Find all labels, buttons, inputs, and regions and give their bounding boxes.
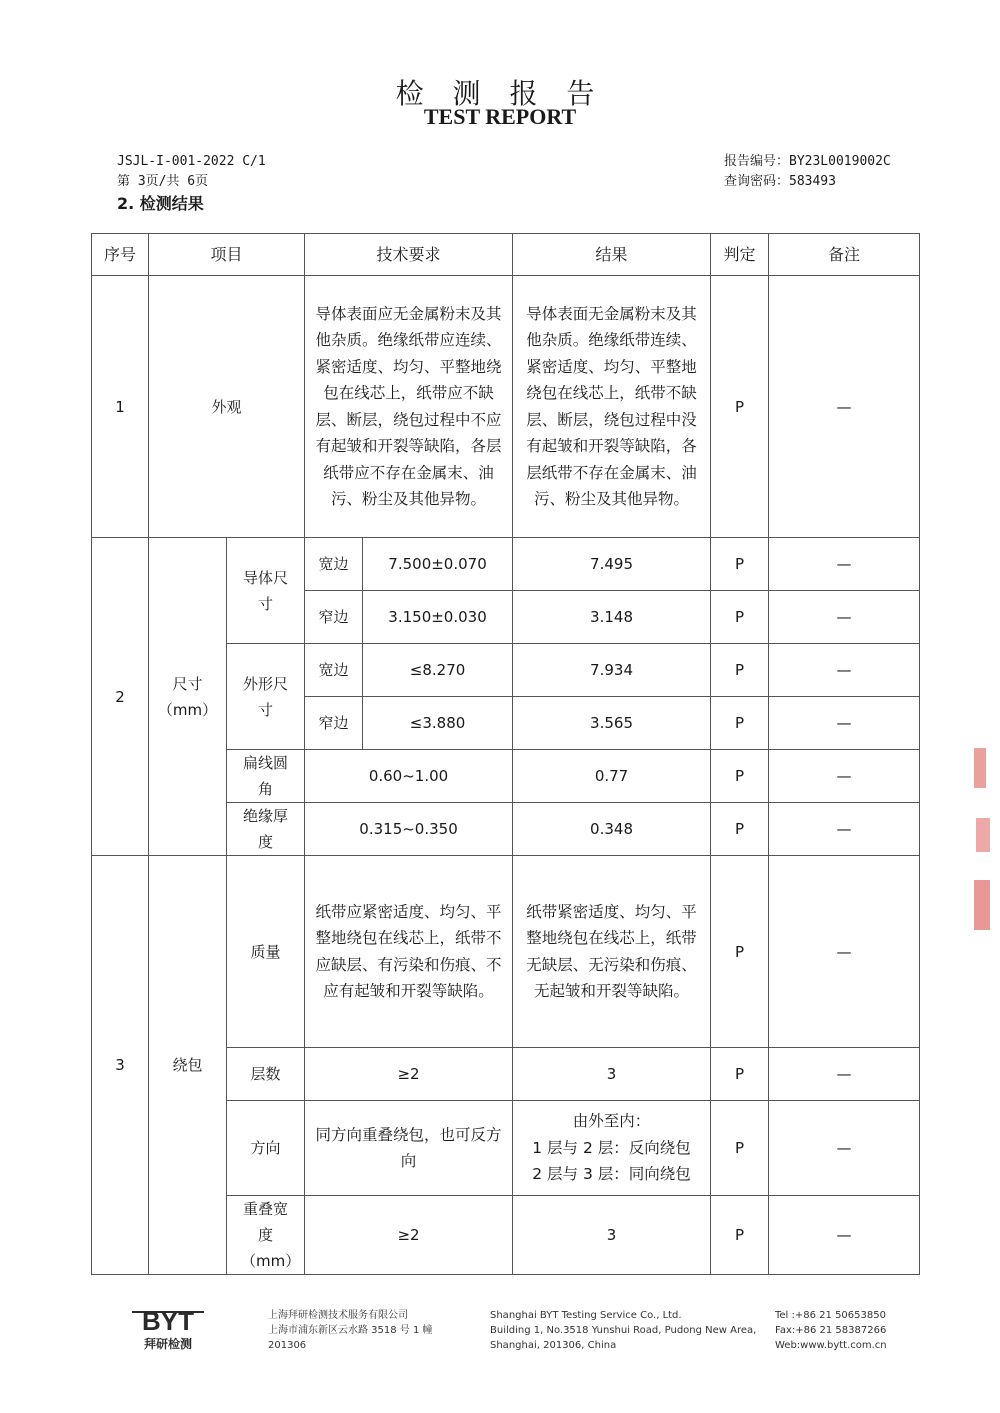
item-appearance: 外观 xyxy=(149,276,305,538)
verdict: P xyxy=(711,803,769,856)
table-row xyxy=(92,276,920,538)
conductor-wide-requirement: 7.500±0.070 xyxy=(363,538,513,591)
fillet-result: 0.77 xyxy=(513,750,711,803)
direction-requirement: 同方向重叠绕包，也可反方向 xyxy=(305,1101,513,1196)
outline-wide-result: 7.934 xyxy=(513,644,711,697)
layers-requirement: ≥2 xyxy=(305,1048,513,1101)
col-requirement: 技术要求 xyxy=(305,234,513,276)
footer-cn-address xyxy=(268,1308,433,1353)
section-title: 2. 检测结果 xyxy=(117,194,204,213)
stamp-fragment xyxy=(968,740,994,940)
wide-side-label: 宽边 xyxy=(305,538,363,591)
col-remark: 备注 xyxy=(769,234,920,276)
footer-cn-line: 上海拜研检测技术服务有限公司 xyxy=(268,1310,408,1321)
table-header-row xyxy=(92,234,920,276)
logo-subtext: 拜研检测 xyxy=(143,1337,193,1351)
col-no: 序号 xyxy=(92,234,149,276)
outline-wide-requirement: ≤8.270 xyxy=(363,644,513,697)
overlap-result: 3 xyxy=(513,1196,711,1275)
verdict: P xyxy=(711,1048,769,1101)
page-footer xyxy=(0,1304,1000,1364)
footer-en-address xyxy=(490,1308,756,1353)
logo-text: BYT xyxy=(142,1306,194,1336)
remark: — xyxy=(769,276,920,538)
remark: — xyxy=(769,1196,920,1275)
footer-cn-line: 上海市浦东新区云水路 3518 号 1 幢 xyxy=(268,1325,433,1336)
quality-label: 质量 xyxy=(227,856,305,1048)
fillet-label: 扁线圆角 xyxy=(227,750,305,803)
outline-size-label: 外形尺寸 xyxy=(227,644,305,750)
meta-left xyxy=(117,152,266,192)
report-title-en: TEST REPORT xyxy=(423,104,577,129)
footer-web: Web:www.bytt.com.cn xyxy=(775,1340,887,1351)
direction-result-line: 2 层与 3 层：同向绕包 xyxy=(532,1165,691,1184)
table-row xyxy=(92,856,920,1048)
insulation-result: 0.348 xyxy=(513,803,711,856)
verdict: P xyxy=(711,1101,769,1196)
col-verdict: 判定 xyxy=(711,234,769,276)
quality-requirement: 纸带应紧密适度、均匀、平整地绕包在线芯上，纸带不应缺层、有污染和伤痕、不应有起皱和开裂等缺陷。 xyxy=(305,856,513,1048)
meta-right xyxy=(724,152,891,192)
overlap-requirement: ≥2 xyxy=(305,1196,513,1275)
results-table xyxy=(91,233,920,1275)
col-result: 结果 xyxy=(513,234,711,276)
row-no: 3 xyxy=(92,856,149,1275)
outline-narrow-requirement: ≤3.880 xyxy=(363,697,513,750)
conductor-wide-result: 7.495 xyxy=(513,538,711,591)
overlap-width-label xyxy=(227,1196,305,1275)
narrow-side-label: 窄边 xyxy=(305,591,363,644)
remark: — xyxy=(769,644,920,697)
conductor-narrow-requirement: 3.150±0.030 xyxy=(363,591,513,644)
verdict: P xyxy=(711,697,769,750)
direction-result-line: 1 层与 2 层：反向绕包 xyxy=(532,1138,691,1157)
verdict: P xyxy=(711,276,769,538)
col-item: 项目 xyxy=(149,234,305,276)
verdict: P xyxy=(711,750,769,803)
page-info: 第 3页/共 6页 xyxy=(117,174,209,189)
quality-result: 纸带紧密适度、均匀、平整地绕包在线芯上，纸带无缺层、无污染和伤痕、无起皱和开裂等缺陷。 xyxy=(513,856,711,1048)
footer-en-line: Shanghai BYT Testing Service Co., Ltd. xyxy=(490,1310,682,1321)
verdict: P xyxy=(711,856,769,1048)
item-dimensions-unit: （mm） xyxy=(157,700,218,719)
remark: — xyxy=(769,591,920,644)
verdict: P xyxy=(711,538,769,591)
footer-contact xyxy=(775,1308,887,1353)
layers-label: 层数 xyxy=(227,1048,305,1101)
row-no: 2 xyxy=(92,538,149,856)
item-dimensions xyxy=(149,538,227,856)
remark: — xyxy=(769,1101,920,1196)
remark: — xyxy=(769,1048,920,1101)
report-title-cn: 检 测 报 告 xyxy=(395,77,605,110)
insulation-thickness-label: 绝缘厚度 xyxy=(227,803,305,856)
company-logo xyxy=(118,1304,218,1352)
verdict: P xyxy=(711,644,769,697)
conductor-size-label: 导体尺寸 xyxy=(227,538,305,644)
footer-en-line: Building 1, No.3518 Yunshui Road, Pudong New Area, xyxy=(490,1325,757,1336)
overlap-width-unit: （mm） xyxy=(241,1252,301,1270)
remark: — xyxy=(769,538,920,591)
direction-result-line: 由外至内： xyxy=(572,1112,651,1131)
wide-side-label: 宽边 xyxy=(305,644,363,697)
narrow-side-label: 窄边 xyxy=(305,697,363,750)
row-no: 1 xyxy=(92,276,149,538)
verdict: P xyxy=(711,1196,769,1275)
footer-fax: Fax:+86 21 58387266 xyxy=(775,1325,887,1336)
outline-narrow-result: 3.565 xyxy=(513,697,711,750)
conductor-narrow-result: 3.148 xyxy=(513,591,711,644)
verdict: P xyxy=(711,591,769,644)
overlap-width-text: 重叠宽度 xyxy=(243,1200,289,1244)
report-number: 报告编号：BY23L0019002C xyxy=(724,154,891,169)
remark: — xyxy=(769,856,920,1048)
insulation-requirement: 0.315~0.350 xyxy=(305,803,513,856)
doc-code: JSJL-I-001-2022 C/1 xyxy=(117,154,266,169)
remark: — xyxy=(769,803,920,856)
remark: — xyxy=(769,750,920,803)
item-dimensions-label: 尺寸 xyxy=(172,674,203,693)
fillet-requirement: 0.60~1.00 xyxy=(305,750,513,803)
appearance-requirement: 导体表面应无金属粉末及其他杂质。绝缘纸带应连续、紧密适度、均匀、平整地绕包在线芯上，纸带应不缺层、断层，绕包过程中不应有起皱和开裂等缺陷，各层纸带应不存在金属末、油污、粉尘及其他异物。 xyxy=(305,276,513,538)
footer-en-line: Shanghai, 201306, China xyxy=(490,1340,617,1351)
footer-cn-line: 201306 xyxy=(268,1340,307,1351)
query-code: 查询密码：583493 xyxy=(724,174,836,189)
layers-result: 3 xyxy=(513,1048,711,1101)
footer-tel: Tel :+86 21 50653850 xyxy=(775,1310,886,1321)
remark: — xyxy=(769,697,920,750)
direction-result xyxy=(513,1101,711,1196)
item-wrapping: 绕包 xyxy=(149,856,227,1275)
appearance-result: 导体表面无金属粉末及其他杂质。绝缘纸带连续、紧密适度、均匀、平整地绕包在线芯上，纸带不缺层、断层，绕包过程中没有起皱和开裂等缺陷，各层纸带不存在金属末、油污、粉尘及其他异物。 xyxy=(513,276,711,538)
direction-label: 方向 xyxy=(227,1101,305,1196)
table-row xyxy=(92,538,920,591)
